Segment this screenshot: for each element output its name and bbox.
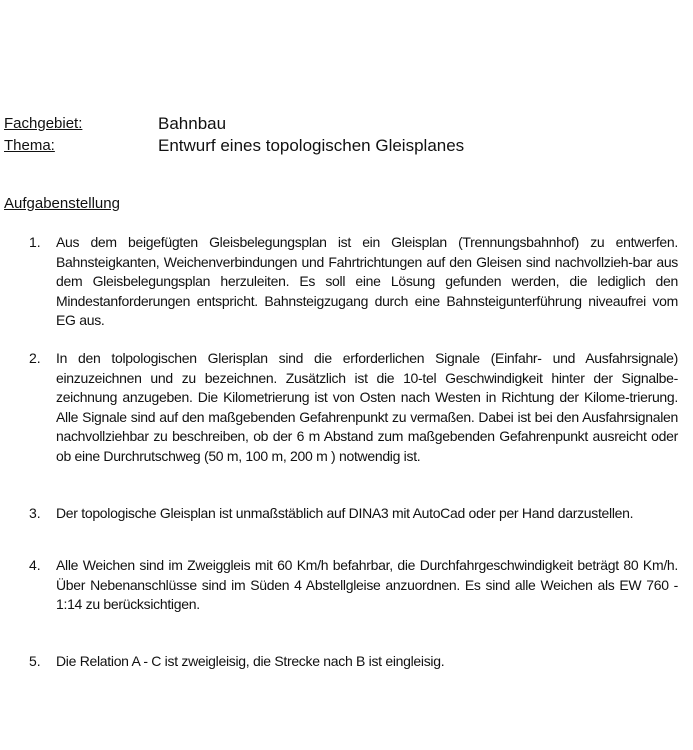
fachgebiet-label: Fachgebiet: [4, 115, 83, 132]
thema-value: Entwurf eines topologischen Gleisplanes [158, 136, 465, 155]
thema-label: Thema: [4, 137, 55, 154]
task-gap [0, 636, 693, 652]
task-gap [0, 540, 693, 556]
task-number: 2. [29, 350, 41, 366]
task-text: Aus dem beigefügten Gleisbelegungsplan ist ein Gleisplan (Trennungsbahnhof) zu entwerfen. Bahnsteigkanten, Weichenverbindungen und Fahrtrichtungen auf den Gleisen sind nachvollzieh-bar aus dem Gleisbelegungsplan herzuleiten. Es soll eine Lösung gefunden werden, die lediglich den Mindestanforderungen entspricht. Bahnsteigzugang durch eine Bahnsteigunterführung niveaufrei vom EG aus. [56, 234, 678, 328]
task-text: Alle Weichen sind im Zweiggleis mit 60 Km/h befahrbar, die Durchfahrgeschwindigkeit beträgt 80 Km/h. Über Nebenanschlüsse sind im Süden 4 Abstellgleise anzuordnen. Es sind alle Weichen als EW 760 - 1:14 zu berücksichtigen. [56, 557, 678, 612]
task-item-1 [0, 233, 693, 333]
task-item-5 [0, 652, 693, 674]
fachgebiet-value: Bahnbau [158, 114, 227, 133]
task-text: Die Relation A - C ist zweigleisig, die Strecke nach B ist eingleisig. [56, 653, 445, 669]
task-text: In den tolpologischen Glerisplan sind die erforderlichen Signale (Einfahr- und Ausfahrsignale) einzuzeichnen und zu bezeichnen. Zusätzlich ist die 10-tel Geschwindigkeit hinter der Signalbe-zeichnung anzugeben. Die Kilometrierung ist von Osten nach Westen in Richtung der Kilome-trierung. Alle Signale sind auf den maßgebenden Gefahrenpunkt zu vermaßen. Dabei ist bei den Ausfahrsignalen nachvollziehbar zu beschreiben, ob der 6 m Abstand zum maßgebenden Gefahrenpunkt ausreicht oder ob eine Durchrutschweg (50 m, 100 m, 200 m ) notwendig ist. [56, 350, 678, 464]
task-gap [0, 333, 693, 349]
task-number: 4. [29, 557, 41, 573]
task-item-3 [0, 504, 693, 540]
task-gap [0, 488, 693, 504]
task-list [0, 233, 693, 674]
task-item-2 [0, 349, 693, 488]
task-item-4 [0, 556, 693, 636]
task-number: 3. [29, 505, 41, 521]
task-number: 5. [29, 653, 41, 669]
section-title: Aufgabenstellung [4, 195, 120, 212]
task-number: 1. [29, 234, 41, 250]
task-text: Der topologische Gleisplan ist unmaßstäblich auf DINA3 mit AutoCad oder per Hand darzustellen. [56, 505, 634, 521]
